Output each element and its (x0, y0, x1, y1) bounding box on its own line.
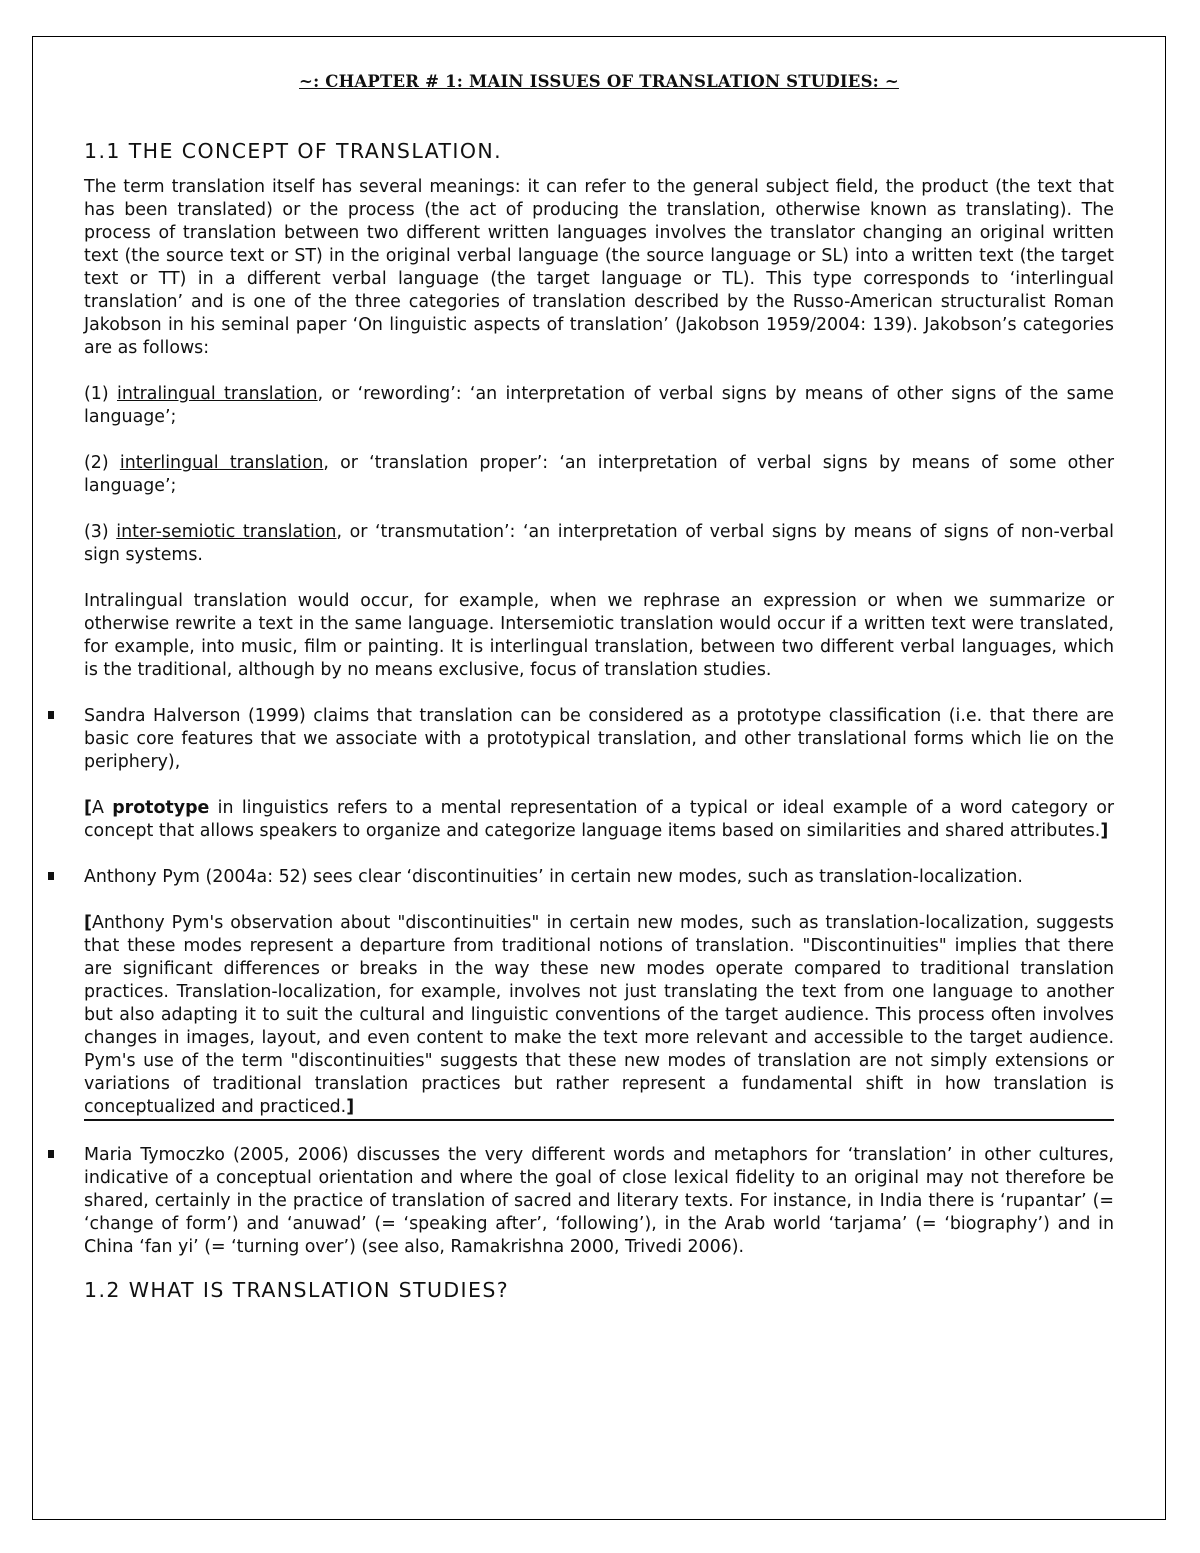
bullet-halverson (84, 705, 1114, 774)
halverson-text: Sandra Halverson (1999) claims that translation can be considered as a prototype classification (i.e. that there are basic core features that we associate with a prototypical translation, and other translational forms which lie on the periphery), (84, 706, 1114, 772)
prototype-note: [A prototype in linguistics refers to a mental representation of a typical or ideal example of a word category or concept that allows speakers to organize and categorize language items based on similarities and shared attributes.] (84, 798, 1114, 841)
bullet-marker-icon (48, 711, 54, 719)
tymoczko-text: Maria Tymoczko (2005, 2006) discusses the very different words and metaphors for ‘translation’ in other cultures, indicative of a conceptual orientation and where the goal of close lexical fidelity to an original may not therefore be shared, certainly in the practice of translation of sacred and literary texts. For instance, in India there is ‘rupantar’ (= ‘change of form’) and ‘anuwad’ (= ‘speaking after’, ‘following’), in the Arab world ‘tarjama’ (= ‘biography’) and in China ‘fan yi’ (= ‘turning over’) (see also, Ramakrishna 2000, Trivedi 2006). (84, 1145, 1114, 1257)
document-body (84, 70, 1114, 1315)
bullet-pym (84, 866, 1114, 889)
intro-paragraph: The term translation itself has several meanings: it can refer to the general subject field, the product (the text that has been translated) or the process (the act of producing the translation, otherwise known as translating). The process of translation between two different written languages involves the translator changing an original written text (the source text or ST) in the original verbal language (the source language or SL) into a written text (the target text or TT) in a different verbal language (the target language or TL). This type corresponds to ‘interlingual translation’ and is one of the three categories of translation described by the Russo-American structuralist Roman Jakobson in his seminal paper ‘On linguistic aspects of translation’ (Jakobson 1959/2004: 139). Jakobson’s categories are as follows: (84, 177, 1114, 358)
term-intralingual: intralingual translation (116, 384, 318, 404)
section-heading-1-1: 1.1 THE CONCEPT OF TRANSLATION. (84, 139, 503, 163)
category-interlingual: (2) interlingual translation, or ‘translation proper’: ‘an interpretation of verbal signs by means of some other language’; (84, 453, 1114, 496)
chapter-title: ~: CHAPTER # 1: MAIN ISSUES OF TRANSLATION STUDIES: ~ (299, 72, 899, 91)
intralingual-paragraph: Intralingual translation would occur, for example, when we rephrase an expression or when we summarize or otherwise rewrite a text in the same language. Intersemiotic translation would occur if a written text were translated, for example, into music, film or painting. It is interlingual translation, between two different verbal languages, which is the traditional, although by no means exclusive, focus of translation studies. (84, 591, 1114, 680)
bullet-marker-icon (48, 872, 54, 880)
category-intralingual: (1) intralingual translation, or ‘rewording’: ‘an interpretation of verbal signs by means of other signs of the same language’; (84, 384, 1114, 427)
prototype-term: prototype (112, 798, 210, 818)
pym-note: [Anthony Pym's observation about "discontinuities" in certain new modes, such as translation-localization, suggests that these modes represent a departure from traditional notions of translation. "Discontinuities" implies that there are significant differences or breaks in the way these new modes operate compared to traditional translation practices. Translation-localization, for example, involves not just translating the text from one language to another but also adapting it to suit the cultural and linguistic conventions of the target audience. This process often involves changes in images, layout, and even content to make the text more relevant and accessible to the target audience. Pym's use of the term "discontinuities" suggests that these new modes of translation are not simply extensions or variations of traditional translation practices but rather represent a fundamental shift in how translation is conceptualized and practiced.] (84, 912, 1114, 1121)
category-intersemiotic: (3) inter-semiotic translation, or ‘transmutation’: ‘an interpretation of verbal signs by means of signs of non-verbal sign systems. (84, 522, 1114, 565)
term-interlingual: interlingual translation (119, 453, 324, 473)
bullet-tymoczko (84, 1144, 1114, 1259)
bullet-marker-icon (48, 1150, 54, 1158)
term-intersemiotic: inter-semiotic translation (116, 522, 337, 542)
section-heading-1-2: 1.2 WHAT IS TRANSLATION STUDIES? (84, 1278, 510, 1302)
pym-text: Anthony Pym (2004a: 52) sees clear ‘discontinuities’ in certain new modes, such as translation-localization. (84, 867, 1023, 887)
